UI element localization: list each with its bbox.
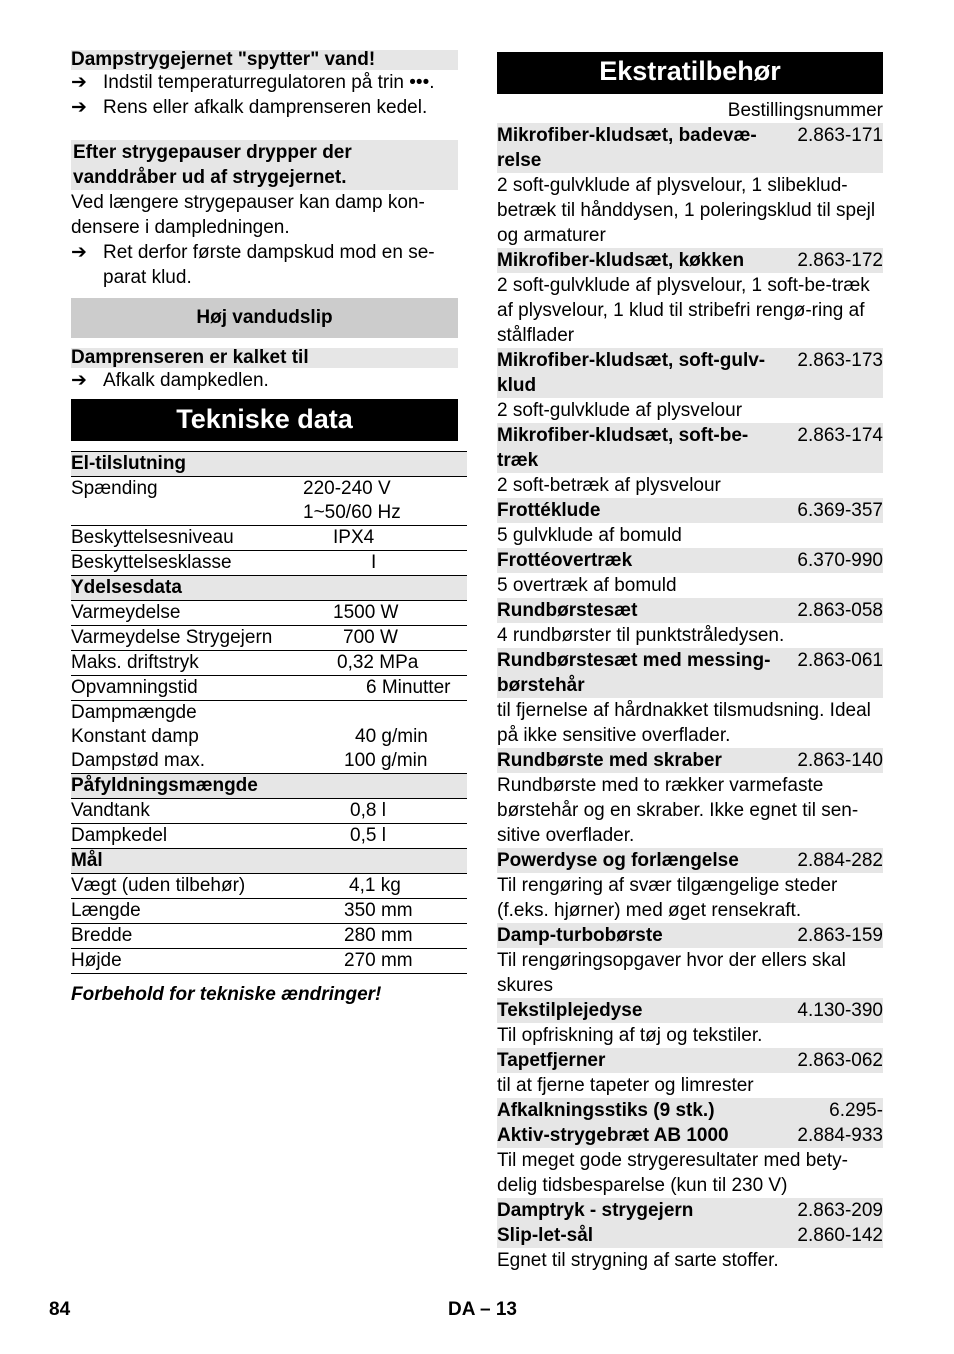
accessory-order-number: 2.863-173 [797,350,883,371]
spec-value: 1500 W [303,601,467,626]
accessory-name: Mikrofiber-kludsæt, soft-be-træk [497,425,749,471]
accessory-description: 4 rundbørster til punktstråledysen. [497,625,785,646]
accessory-order-number: 2.863-062 [797,1050,883,1071]
spec-value: 6 Minutter [303,676,467,701]
spec-value: IPX4 [303,526,467,551]
spec-value: 100 g/min [303,749,467,774]
spec-value: 40 g/min [355,726,428,747]
spec-label: Maks. driftstryk [71,651,303,676]
spec-label: Vægt (uden tilbehør) [71,874,303,899]
spec-value: 4,1 kg [303,874,467,899]
accessory-title-row [497,1123,883,1148]
accessories-list [497,123,883,1273]
section-title: Efter strygepauser drypper der vanddråber ud af strygejernet. [71,140,458,190]
accessory-order-number: 2.860-142 [797,1225,883,1246]
accessory-order-number: 2.863-209 [797,1200,883,1221]
arrow-right-icon: ➔ [71,370,87,391]
group-title: El-tilslutning [71,452,467,477]
accessory-order-number: 2.863-172 [797,250,883,271]
accessory-order-number: 6.295- [829,1100,883,1121]
accessory-description: til at fjerne tapeter og limrester [497,1075,754,1096]
accessory-order-number: 2.863-174 [797,425,883,446]
accessory-description: Til rengøring af svær tilgængelige steder (f.eks. hjørner) med øget rensekraft. [497,875,838,921]
accessory-order-number: 4.130-390 [797,1000,883,1021]
spec-value: 0,8 l [303,799,467,824]
accessory-order-number: 2.863-159 [797,925,883,946]
spec-label: Dampmængde [71,702,197,723]
accessory-name: Tekstilplejedyse [497,1000,643,1021]
accessory-description: Til meget gode strygeresultater med bety-delig tidsbesparelse (kun til 230 V) [497,1150,848,1196]
arrow-right-icon: ➔ [71,72,87,93]
accessory-description: Rundbørste med to rækker varmefaste børstehår og en skraber. Ikke egnet til sen-sitive overflader. [497,775,859,846]
accessory-title-row [497,998,883,1023]
accessory-title-row [497,548,883,573]
accessory-order-number: 2.863-171 [797,125,883,146]
spec-label: Bredde [71,924,303,949]
spec-label: Varmeydelse [71,601,303,626]
right-column [497,52,883,1273]
spec-value: 700 W [303,626,467,651]
accessory-title-row [497,123,883,173]
accessory-order-number: 2.863-061 [797,650,883,671]
accessory-description: 2 soft-gulvklude af plysvelour, 1 slibeklud-betræk til hånddysen, 1 poleringsklud til spejl og armaturer [497,175,876,246]
accessory-order-number: 2.884-282 [797,850,883,871]
spec-label: Dampkedel [71,824,303,849]
accessory-title-row [497,1098,883,1123]
spec-value: 0,32 MPa [303,651,467,676]
spec-label: Længde [71,899,303,924]
group-title: Ydelsesdata [71,576,467,601]
accessory-title-row [497,348,883,398]
arrow-right-icon: ➔ [71,97,87,118]
accessory-name: Damptryk - strygejern [497,1200,694,1221]
spec-label: Beskyttelsesniveau [71,526,303,551]
section-title: Damprenseren er kalket til [71,348,458,368]
group-title: Mål [71,849,467,874]
spec-label: Konstant damp [71,726,199,747]
order-number-label: Bestillingsnummer [727,100,883,121]
instruction-item: ➔ Ret derfor første dampskud mod en se-parat klud. [71,242,435,288]
accessory-description: til fjernelse af hårdnakket tilsmudsning. Ideal på ikke sensitive overflader. [497,700,871,746]
spec-label: Beskyttelsesklasse [71,551,303,576]
spec-label: Opvamningstid [71,676,303,701]
spec-label: Dampstød max. [71,749,303,774]
group-title: Påfyldningsmængde [71,774,467,799]
instruction-item: ➔ Indstil temperaturregulatoren på trin •••. [71,72,435,93]
accessories-heading: Ekstratilbehør [497,52,883,94]
accessory-description: Til rengøringsopgaver hvor der ellers skal skures [497,950,846,996]
accessory-title-row [497,748,883,773]
accessory-description: Til opfriskning af tøj og tekstiler. [497,1025,763,1046]
accessory-description: 5 gulvklude af bomuld [497,525,682,546]
instruction-item: ➔ Afkalk dampkedlen. [71,370,269,391]
accessory-description: 2 soft-betræk af plysvelour [497,475,721,496]
accessory-name: Powerdyse og forlængelse [497,850,739,871]
accessory-description: Egnet til strygning af sarte stoffer. [497,1250,779,1271]
accessory-order-number: 6.370-990 [797,550,883,571]
left-column [71,50,467,1007]
spec-value: 220-240 V [303,478,391,499]
spec-value: 280 mm [303,924,467,949]
accessory-name: Mikrofiber-kludsæt, køkken [497,250,745,271]
accessory-title-row [497,498,883,523]
accessory-name: Rundbørste med skraber [497,750,722,771]
accessory-name: Mikrofiber-kludsæt, soft-gulv-klud [497,350,766,396]
spec-value: 270 mm [303,949,467,974]
accessory-name: Frottéklude [497,500,601,521]
accessory-name: Damp-turbobørste [497,925,663,946]
accessory-name: Mikrofiber-kludsæt, badevæ-relse [497,125,757,171]
accessory-order-number: 2.863-058 [797,600,883,621]
accessory-name: Aktiv-strygebræt AB 1000 [497,1125,729,1146]
accessory-title-row [497,648,883,698]
spec-label: Varmeydelse Strygejern [71,626,303,651]
spec-value: 350 mm [303,899,467,924]
accessory-title-row [497,1223,883,1248]
arrow-right-icon: ➔ [71,242,87,263]
paragraph: Ved længere strygepauser kan damp kon-densere i dampledningen. [71,192,425,238]
accessory-name: Tapetfjerner [497,1050,606,1071]
accessory-description: 2 soft-gulvklude af plysvelour [497,400,743,421]
accessory-name: Rundbørstesæt med messing-børstehår [497,650,771,696]
accessory-title-row [497,848,883,873]
spec-label: Højde [71,949,303,974]
accessory-description: 2 soft-gulvklude af plysvelour, 1 soft-be-træk af plysvelour, 1 klud til stribefri rengø-ring af stålflader [497,275,870,346]
page-number: 84 [49,1299,71,1320]
accessory-order-number: 6.369-357 [797,500,883,521]
accessory-order-number: 2.884-933 [797,1125,883,1146]
accessory-name: Rundbørstesæt [497,600,638,621]
section-title: Dampstrygejernet "spytter" vand! [71,50,458,70]
tech-data-heading: Tekniske data [71,399,458,441]
section-marker: DA – 13 [448,1299,517,1320]
spec-value: I [303,551,467,576]
accessory-name: Frottéovertræk [497,550,633,571]
accessory-description: 5 overtræk af bomuld [497,575,677,596]
accessory-title-row [497,598,883,623]
accessory-title-row [497,1048,883,1073]
accessory-title-row [497,923,883,948]
accessory-name: Slip-let-sål [497,1225,594,1246]
section-heading: Høj vandudslip [71,298,458,338]
accessory-title-row [497,423,883,473]
accessory-title-row [497,248,883,273]
spec-label: Spænding [71,478,158,499]
tech-data-table [71,451,467,974]
accessory-order-number: 2.863-140 [797,750,883,771]
accessory-name: Afkalkningsstiks (9 stk.) [497,1100,715,1121]
spec-value: 0,5 l [303,824,467,849]
spec-label: Vandtank [71,799,303,824]
instruction-item: ➔ Rens eller afkalk damprenseren kedel. [71,97,428,118]
accessory-title-row [497,1198,883,1223]
disclaimer-note: Forbehold for tekniske ændringer! [71,984,382,1005]
spec-value: 1~50/60 Hz [303,501,467,526]
